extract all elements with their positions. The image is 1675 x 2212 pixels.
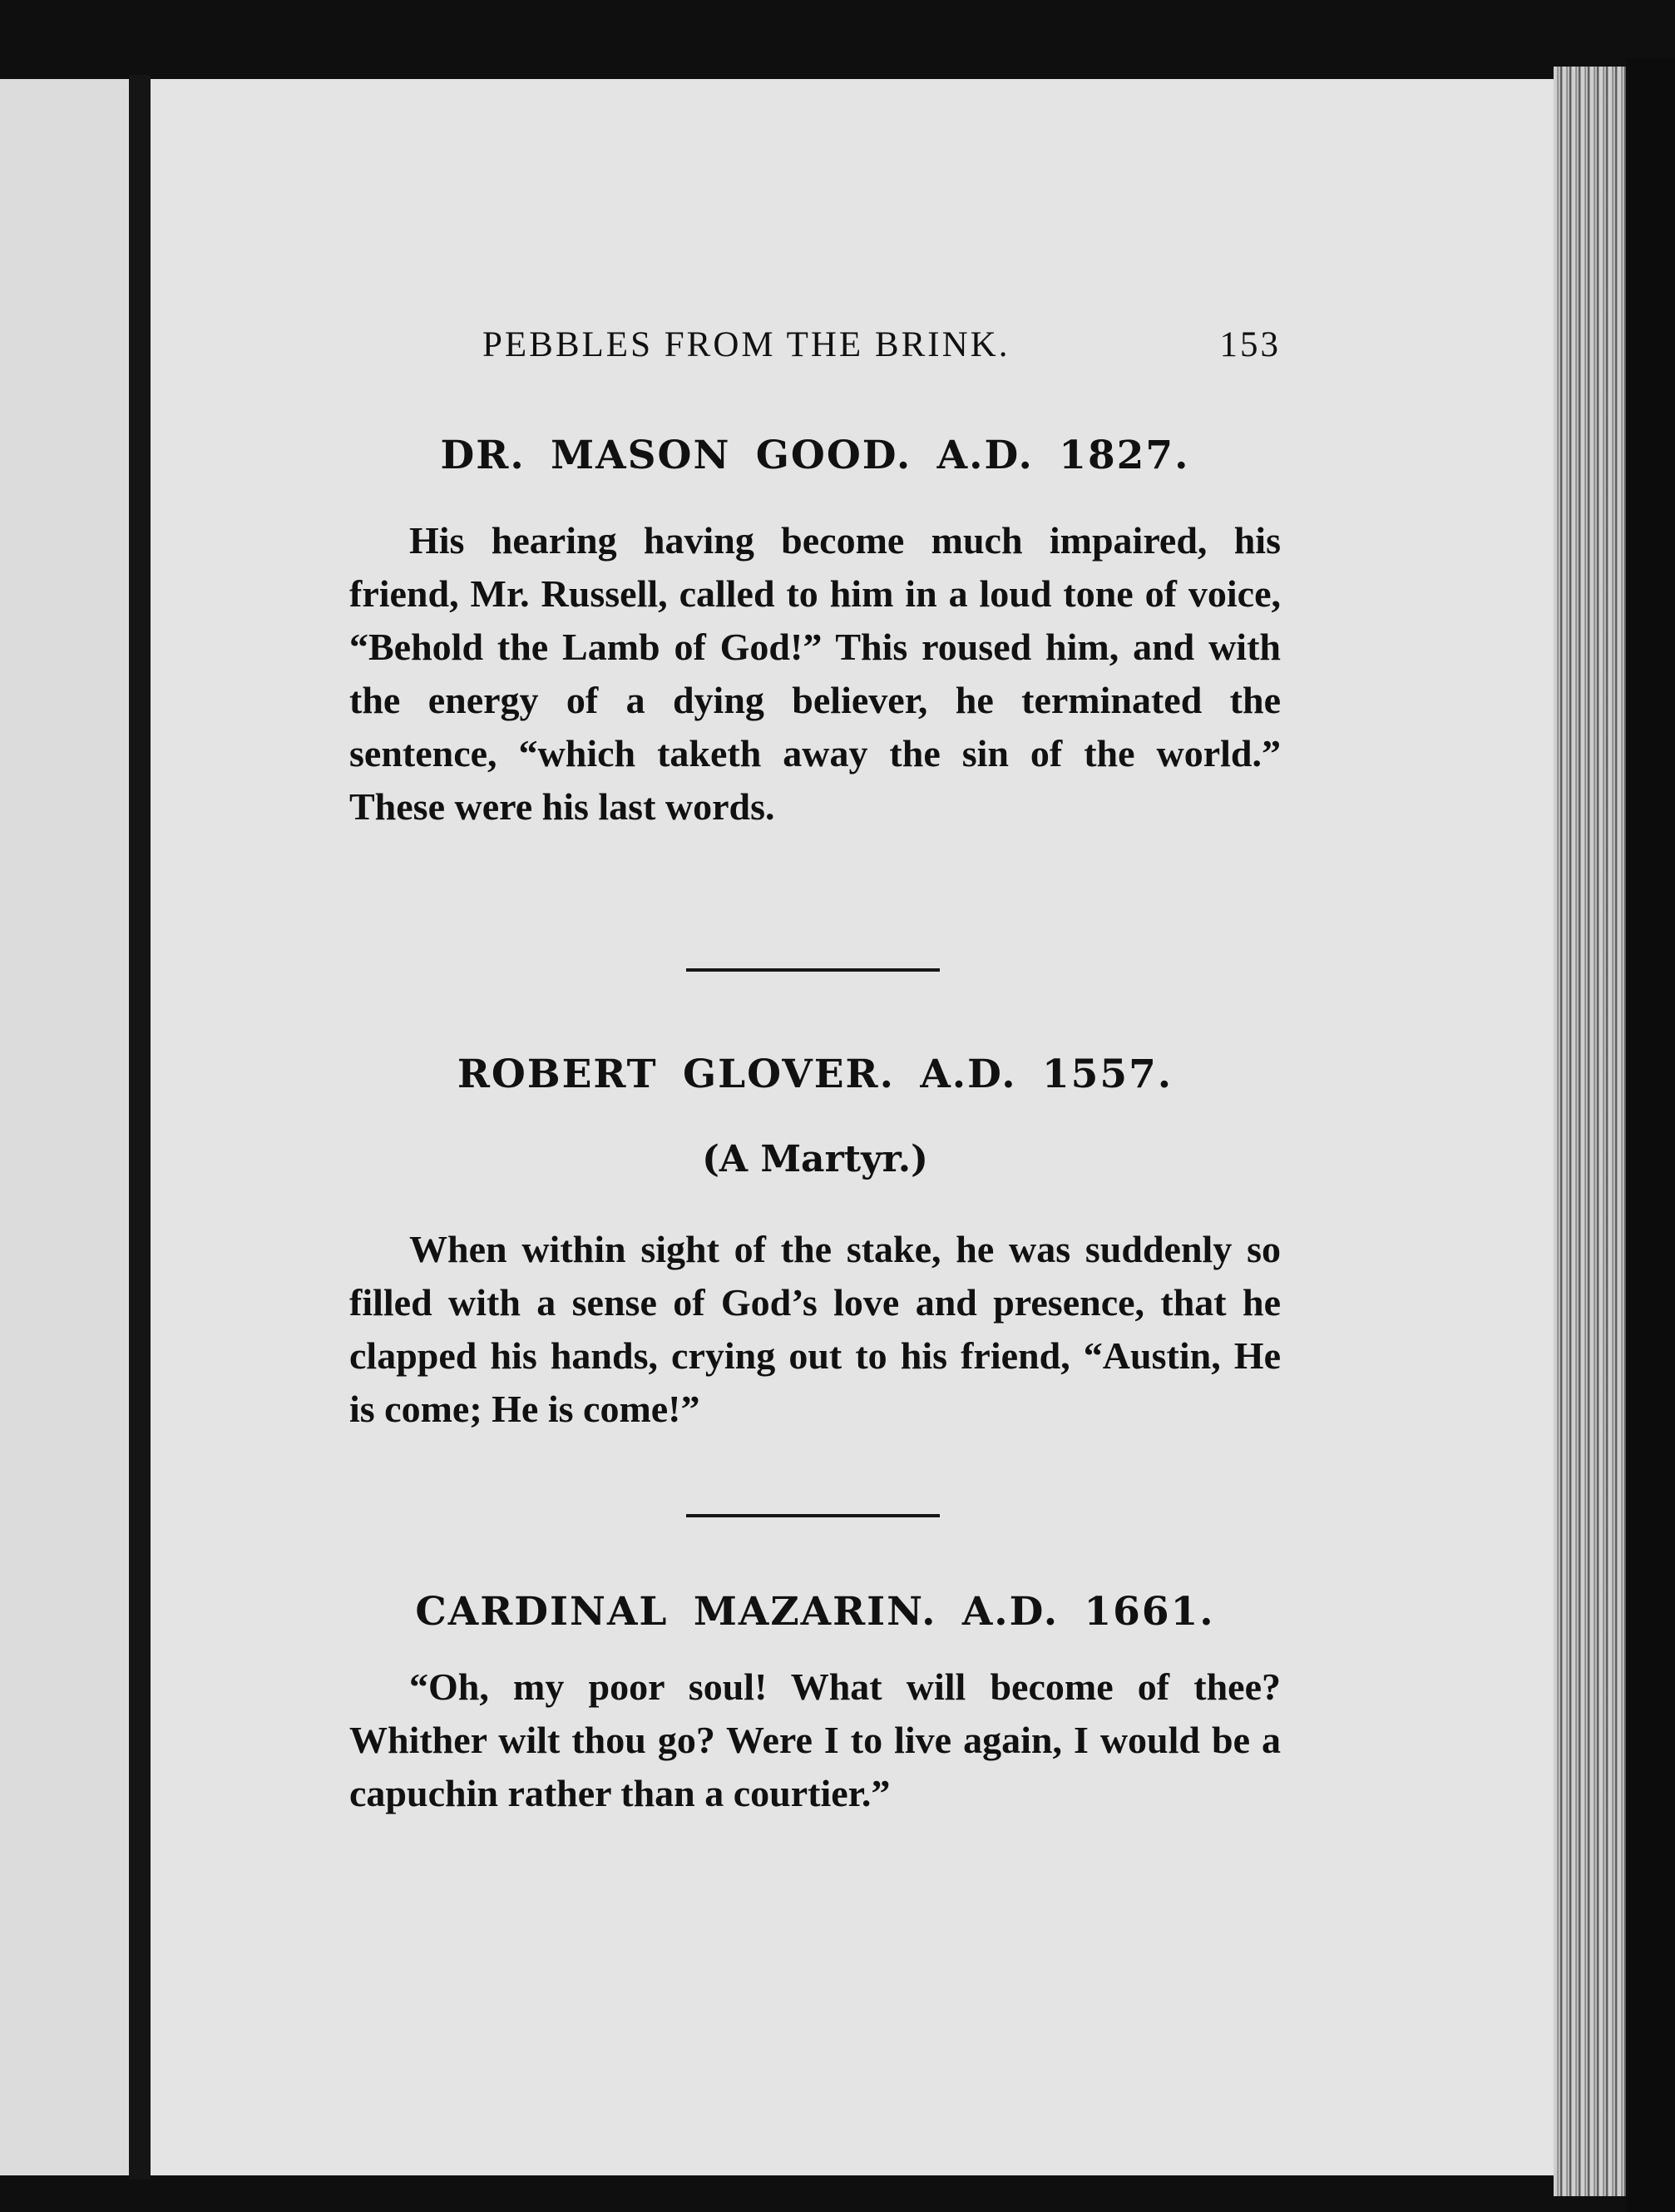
section-subheading-martyr: (A Martyr.) bbox=[702, 1138, 928, 1180]
section-heading-mason-good: DR. MASON GOOD. A.D. 1827. bbox=[440, 433, 1190, 478]
book-page bbox=[151, 79, 1556, 2175]
section-heading-robert-glover: ROBERT GLOVER. A.D. 1557. bbox=[457, 1052, 1173, 1097]
section-text-cardinal-mazarin: “Oh, my poor soul! What will become of thee? Whither wilt thou go? Were I to live again, I would be a capuchin rather than a courtier.” bbox=[349, 1665, 1281, 1814]
book-gutter bbox=[129, 75, 151, 2180]
page-edges bbox=[1554, 67, 1628, 2196]
facing-page-edge bbox=[0, 79, 133, 2175]
section-divider bbox=[686, 968, 940, 972]
scan-border bbox=[1626, 58, 1675, 2212]
section-heading-cardinal-mazarin: CARDINAL MAZARIN. A.D. 1661. bbox=[415, 1589, 1215, 1635]
running-title: PEBBLES FROM THE BRINK. bbox=[482, 325, 1010, 364]
running-head bbox=[482, 324, 1281, 365]
section-text-mason-good: His hearing having become much impaired, his friend, Mr. Russell, called to him in a loud tone of voice, “Behold the Lamb of God!” This roused him, and with the energy of a dying believer, he terminated the sentence, “which taketh away the sin of the world.” These were his last words. bbox=[349, 519, 1281, 828]
section-text-robert-glover: When within sight of the stake, he was suddenly so filled with a sense of God’s love and presence, that he clapped his hands, crying out to his friend, “Austin, He is come; He is come!” bbox=[349, 1228, 1281, 1430]
page-number: 153 bbox=[1219, 325, 1281, 364]
section-divider bbox=[686, 1514, 940, 1517]
